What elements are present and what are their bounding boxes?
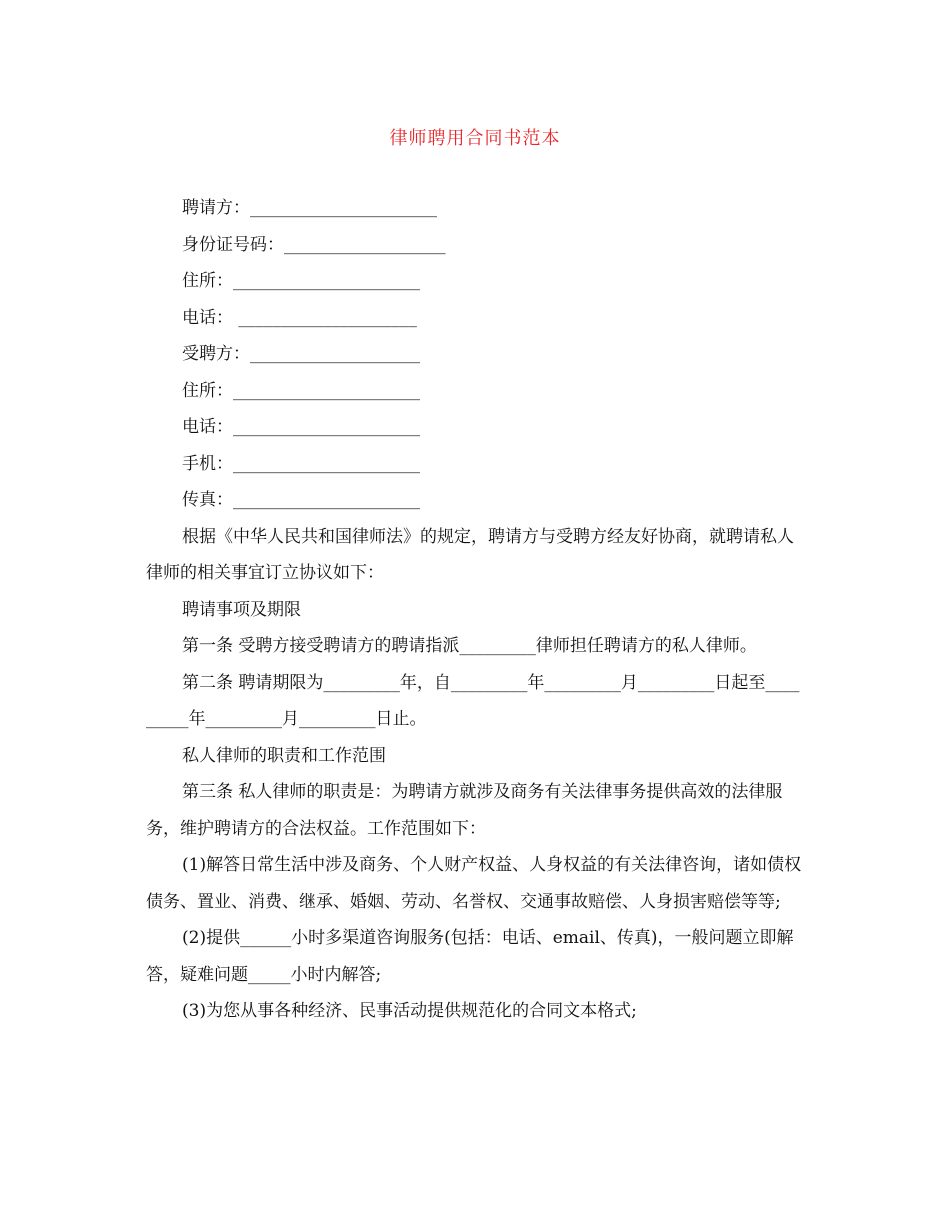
field-mobile: 手机：______________________ <box>182 453 420 474</box>
document-title: 律师聘用合同书范本 <box>389 128 561 149</box>
article-3: 第三条 私人律师的职责是：为聘请方就涉及商务有关法律事务提供高效的法律服务，维护聘请方的合法权益。工作范围如下： <box>146 782 783 839</box>
section-heading-duties: 私人律师的职责和工作范围 <box>182 745 386 766</box>
field-fax: 传真：______________________ <box>182 490 420 510</box>
article-1: 第一条 受聘方接受聘请方的聘请指派_________律师担任聘请方的私人律师。 <box>182 636 757 656</box>
paragraph-preamble: 根据《中华人民共和国律师法》的规定，聘请方与受聘方经友好协商，就聘请私人律师的相关事宜订立协议如下： <box>146 526 794 583</box>
document-body <box>146 190 806 1030</box>
field-employer-address: 住所：______________________ <box>182 271 420 291</box>
field-employee-address: 住所：______________________ <box>182 380 420 401</box>
item-1: (1)解答日常生活中涉及商务、个人财产权益、人身权益的有关法律咨询，诸如债权债务、置业、消费、继承、婚姻、劳动、名誉权、交通事故赔偿、人身损害赔偿等等; <box>146 855 802 912</box>
item-2: (2)提供______小时多渠道咨询服务(包括：电话、email、传真)，一般问题立即解答，疑难问题_____小时内解答; <box>146 928 794 985</box>
field-employer-phone: 电话： _____________________ <box>182 307 417 328</box>
field-employee-phone: 电话：______________________ <box>182 417 420 437</box>
item-3: (3)为您从事各种经济、民事活动提供规范化的合同文本格式; <box>182 1001 637 1021</box>
section-heading-scope-term: 聘请事项及期限 <box>182 599 301 620</box>
article-2: 第二条 聘请期限为_________年，自_________年_________月_________日起至_________年_________月_________日止。 <box>146 672 800 729</box>
field-id-number: 身份证号码：___________________ <box>182 234 446 255</box>
field-employer: 聘请方：______________________ <box>182 198 437 218</box>
field-employee: 受聘方：____________________ <box>182 344 420 364</box>
